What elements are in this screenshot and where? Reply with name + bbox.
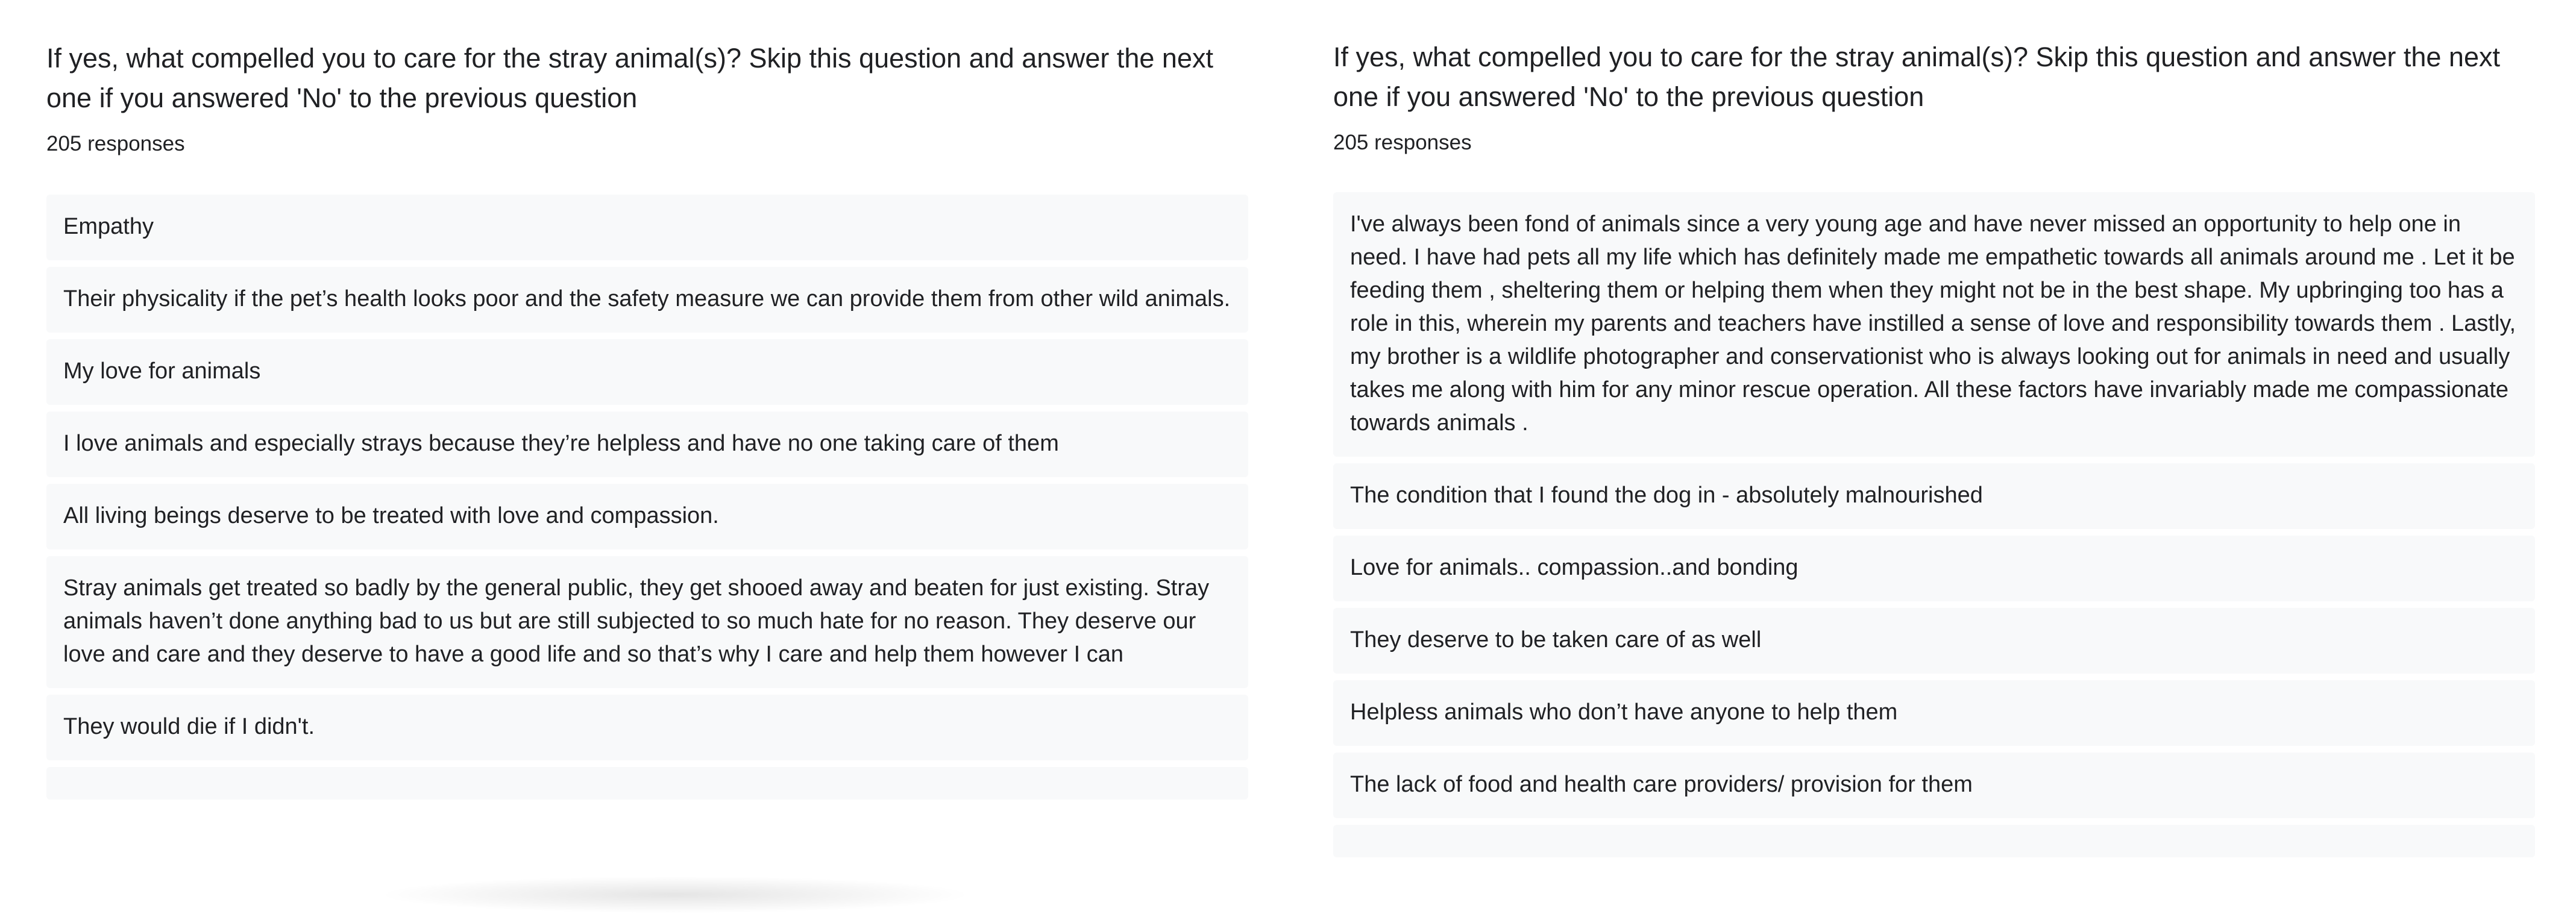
question-title: If yes, what compelled you to care for the stray animal(s)? Skip this question and answer the next one if you answered 'No' to the previous question (1333, 42, 2500, 112)
response-item-partial (46, 767, 1248, 800)
question-title: If yes, what compelled you to care for the stray animal(s)? Skip this question and answer the next one if you answered 'No' to the previous question (46, 43, 1213, 113)
response-item: The lack of food and health care providers/ provision for them (1333, 753, 2535, 818)
response-item: My love for animals (46, 339, 1248, 405)
response-item: The condition that I found the dog in - absolutely malnourished (1333, 463, 2535, 529)
response-item: I've always been fond of animals since a very young age and have never missed an opportunity to help one in need. I have had pets all my life which has definitely made me empathetic towards all animals around me . Let it be feeding them , sheltering them or helping them when they might not be in the best shape. My upbringing too has a role in this, wherein my parents and teachers have instilled a sense of love and responsibility towards them . Lastly, my brother is a wildlife photographer and conservationist who is always looking out for animals in need and usually takes me along with him for any minor rescue operation. All these factors have invariably made me compassionate towards animals . (1333, 192, 2535, 457)
response-count: 205 responses (46, 132, 185, 155)
response-item: I love animals and especially strays because they’re helpless and have no one taking care of them (46, 412, 1248, 477)
response-item-partial (1333, 825, 2535, 857)
response-list[interactable] (1333, 192, 2535, 857)
response-item: Their physicality if the pet’s health looks poor and the safety measure we can provide them from other wild animals. (46, 267, 1248, 333)
scroll-shadow (386, 877, 964, 913)
response-item: They would die if I didn't. (46, 695, 1248, 760)
response-item: Empathy (46, 195, 1248, 260)
response-item: Love for animals.. compassion..and bonding (1333, 536, 2535, 601)
response-count: 205 responses (1333, 131, 1472, 154)
response-list[interactable] (46, 195, 1248, 800)
response-item: All living beings deserve to be treated with love and compassion. (46, 484, 1248, 549)
response-item: They deserve to be taken care of as well (1333, 608, 2535, 674)
response-item: Stray animals get treated so badly by the general public, they get shooed away and beaten for just existing. Stray animals haven’t done anything bad to us but are still subjected to so much hate for no reason. They deserve our love and care and they deserve to have a good life and so that’s why I care and help them however I can (46, 556, 1248, 688)
left-response-panel (46, 0, 1248, 871)
right-response-panel (1333, 0, 2535, 871)
response-item: Helpless animals who don’t have anyone to help them (1333, 680, 2535, 746)
